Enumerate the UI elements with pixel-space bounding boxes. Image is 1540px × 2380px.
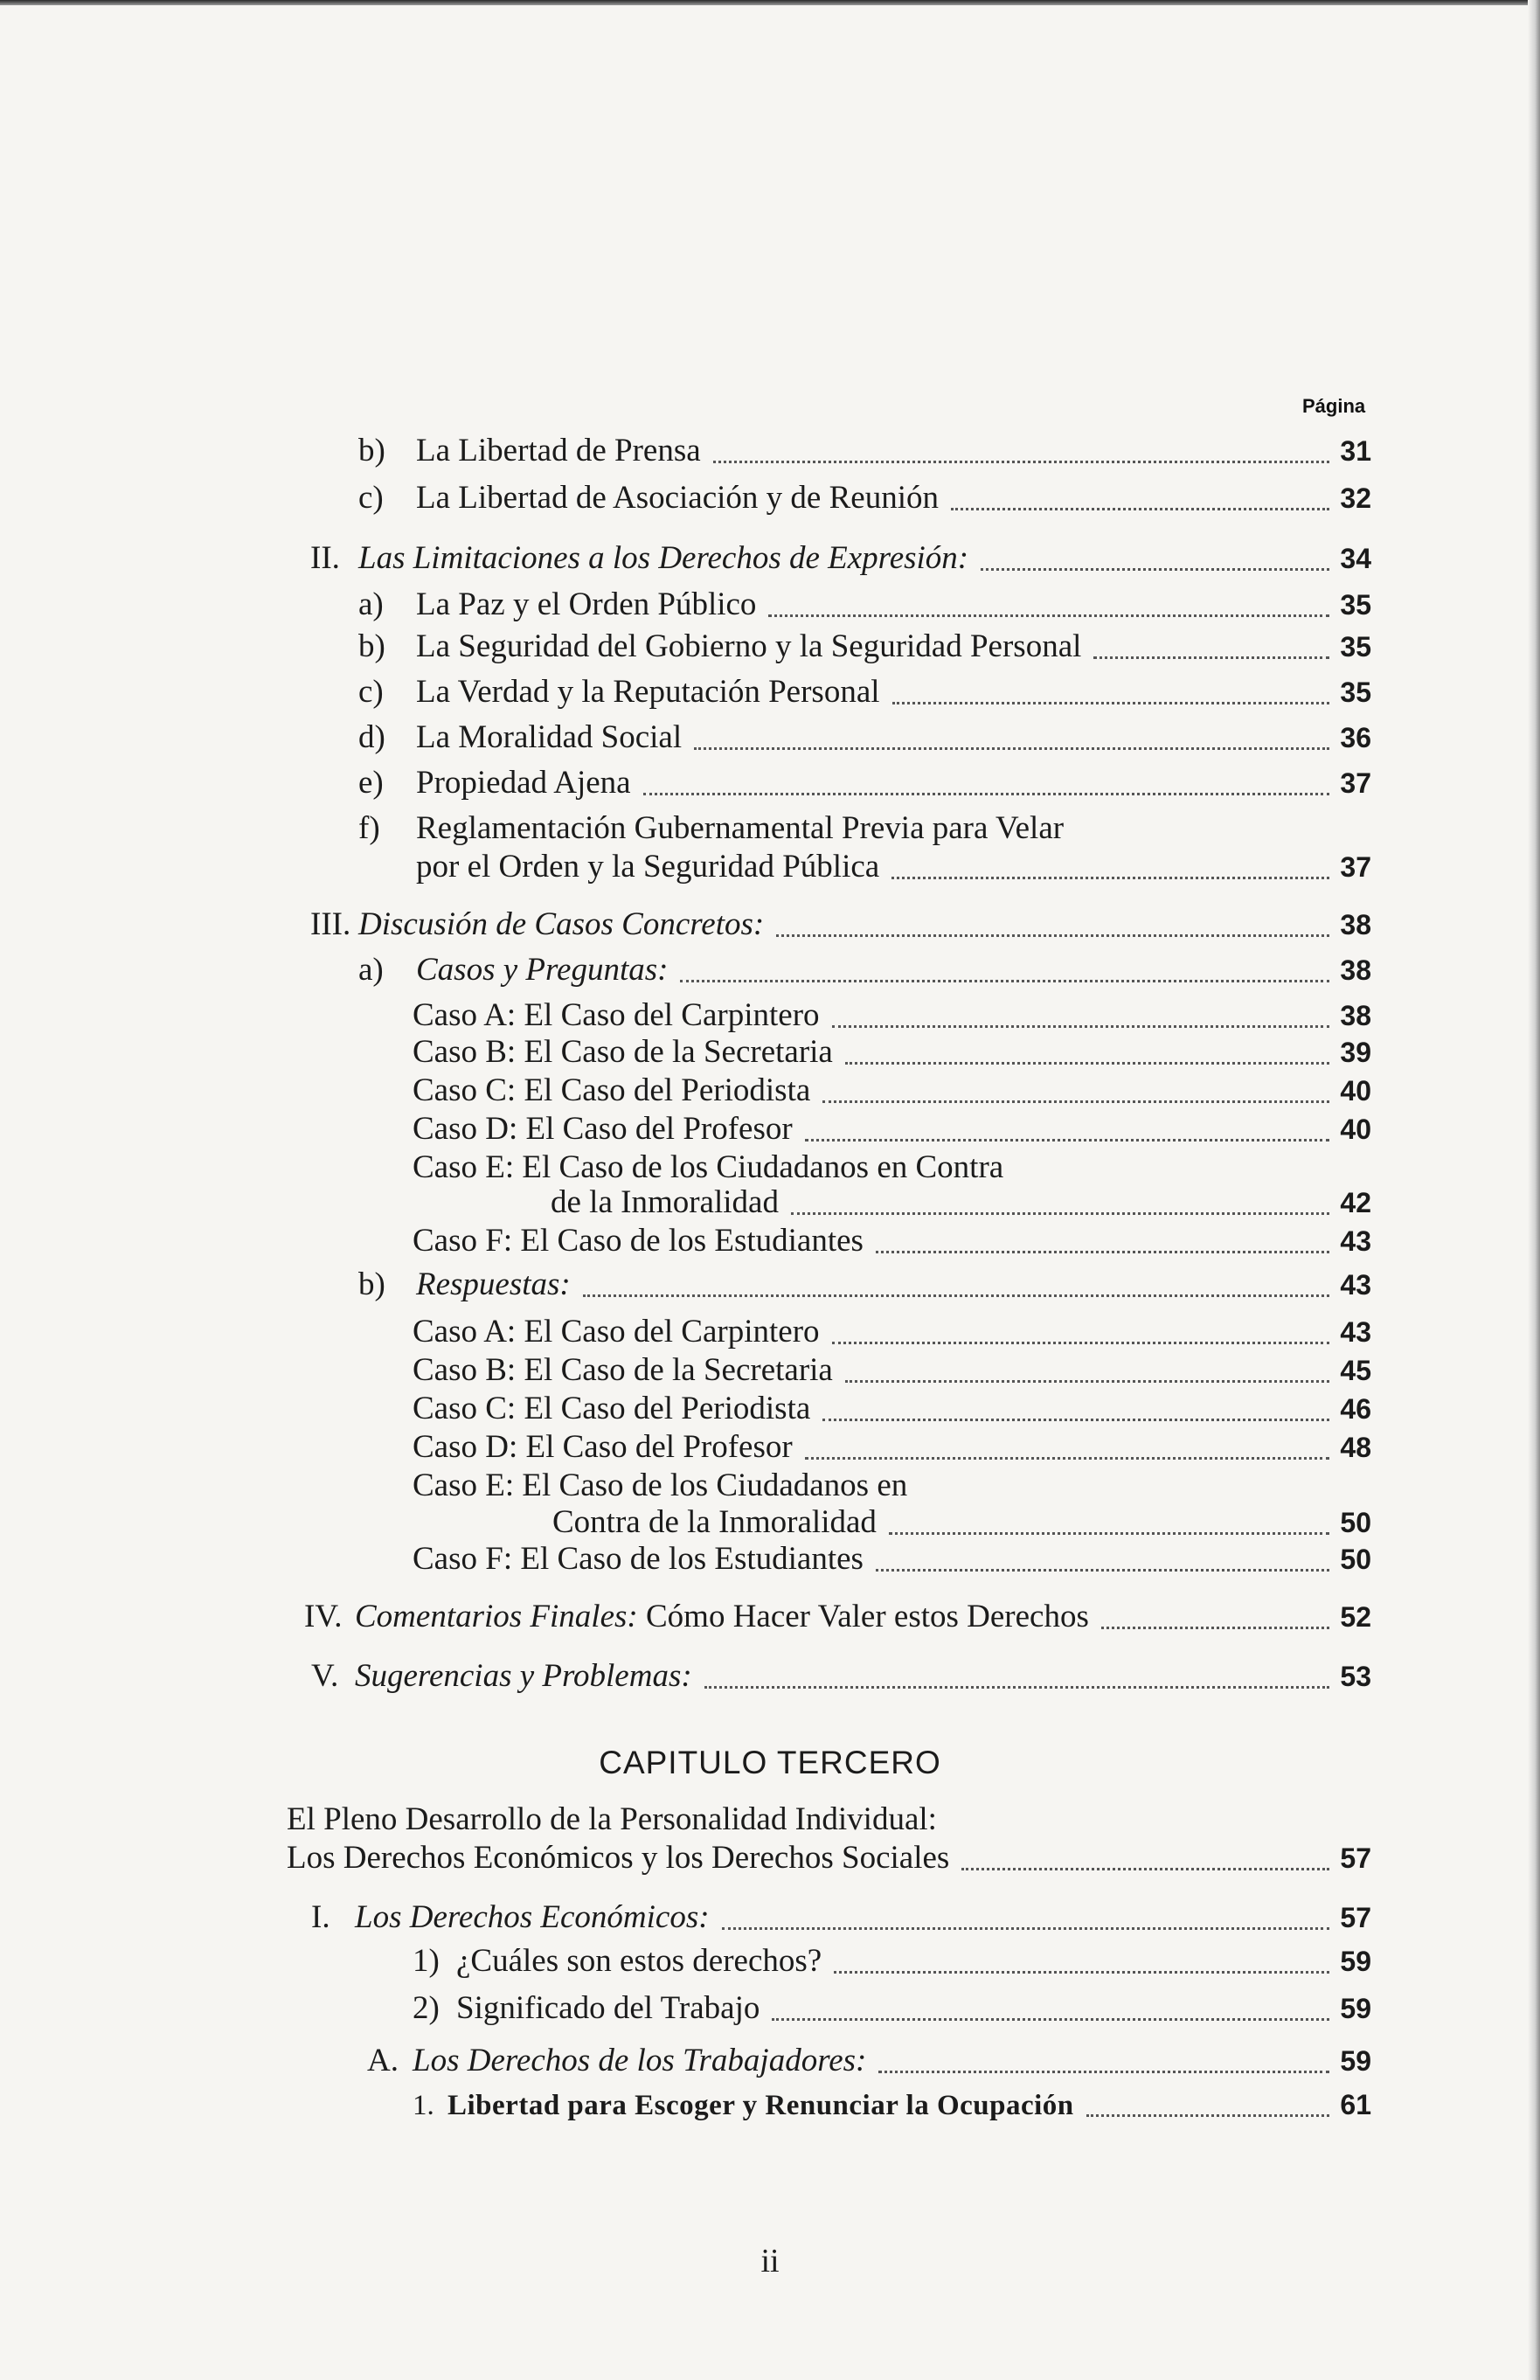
dot-leader bbox=[1086, 2114, 1329, 2117]
entry-page: 32 bbox=[1340, 482, 1371, 514]
entry-page: 38 bbox=[1340, 954, 1371, 986]
entry-number: 1) bbox=[413, 1943, 440, 1979]
entry-title: Caso F: El Caso de los Estudiantes bbox=[413, 1541, 864, 1577]
entry-page: 31 bbox=[1340, 435, 1371, 467]
entry-page: 38 bbox=[1340, 1000, 1371, 1031]
dot-leader bbox=[722, 1927, 1329, 1930]
entry-page: 37 bbox=[1340, 767, 1371, 799]
chapter-title-line2 bbox=[287, 1839, 1371, 1877]
entry-page: 37 bbox=[1340, 851, 1371, 883]
toc-case-entry bbox=[413, 1072, 1371, 1110]
entry-title: Caso D: El Caso del Profesor bbox=[413, 1429, 793, 1465]
entry-number: f) bbox=[358, 810, 380, 846]
dot-leader bbox=[845, 1380, 1329, 1383]
dot-leader bbox=[1093, 656, 1329, 659]
dot-leader bbox=[680, 980, 1329, 982]
dot-leader bbox=[772, 2018, 1329, 2021]
dot-leader bbox=[805, 1457, 1329, 1460]
toc-case-entry bbox=[413, 1351, 1371, 1390]
entry-page: 50 bbox=[1340, 1507, 1371, 1538]
entry-title: La Seguridad del Gobierno y la Seguridad Personal bbox=[416, 628, 1082, 664]
entry-page: 36 bbox=[1340, 722, 1371, 753]
entry-page: 50 bbox=[1340, 1544, 1371, 1575]
dot-leader bbox=[805, 1139, 1329, 1141]
entry-title: Caso C: El Caso del Periodista bbox=[413, 1391, 811, 1426]
section-number: II. bbox=[310, 540, 340, 576]
toc-section-entry bbox=[311, 1657, 1371, 1696]
dot-leader bbox=[776, 934, 1329, 937]
entry-title: Libertad para Escoger y Renunciar la Ocupación bbox=[447, 2090, 1074, 2121]
section-title: Discusión de Casos Concretos: bbox=[358, 906, 765, 942]
entry-number: c) bbox=[358, 674, 384, 710]
toc-entry-line1 bbox=[358, 809, 1064, 848]
dot-leader bbox=[768, 614, 1329, 617]
entry-number: a) bbox=[358, 952, 384, 988]
entry-title: Caso F: El Caso de los Estudiantes bbox=[413, 1223, 864, 1259]
chapter-heading: CAPITULO TERCERO bbox=[599, 1745, 941, 1780]
toc-entry bbox=[358, 673, 1371, 711]
dot-leader bbox=[704, 1686, 1329, 1689]
dot-leader bbox=[791, 1212, 1329, 1215]
toc-case-entry-line2 bbox=[551, 1183, 1371, 1222]
entry-title: Caso B: El Caso de la Secretaria bbox=[413, 1352, 833, 1388]
entry-page: 53 bbox=[1340, 1661, 1371, 1692]
entry-page: 45 bbox=[1340, 1355, 1371, 1386]
section-number: IV. bbox=[304, 1599, 343, 1634]
chapter-title-continued: Los Derechos Económicos y los Derechos Sociales bbox=[287, 1840, 950, 1876]
toc-case-entry bbox=[413, 996, 1371, 1035]
section-title: Las Limitaciones a los Derechos de Expresión: bbox=[358, 540, 969, 576]
entry-title: Propiedad Ajena bbox=[416, 765, 631, 801]
entry-number: d) bbox=[358, 719, 385, 755]
entry-title-continued: de la Inmoralidad bbox=[551, 1184, 779, 1220]
entry-page: 35 bbox=[1340, 631, 1371, 663]
entry-page: 34 bbox=[1340, 543, 1371, 574]
entry-title: La Moralidad Social bbox=[416, 719, 683, 755]
toc-entry bbox=[358, 628, 1371, 666]
toc-entry bbox=[413, 2085, 1371, 2124]
entry-page: 40 bbox=[1340, 1114, 1371, 1145]
entry-page: 57 bbox=[1340, 1842, 1371, 1874]
entry-title-continued: Contra de la Inmoralidad bbox=[552, 1504, 877, 1540]
toc-section-entry bbox=[310, 539, 1371, 578]
entry-number: a) bbox=[358, 586, 384, 622]
section-number: I. bbox=[311, 1899, 330, 1935]
entry-page: 43 bbox=[1340, 1316, 1371, 1348]
entry-title: ¿Cuáles son estos derechos? bbox=[456, 1943, 822, 1979]
entry-title: La Verdad y la Reputación Personal bbox=[416, 674, 880, 710]
entry-page: 35 bbox=[1340, 589, 1371, 621]
section-title: Los Derechos Económicos: bbox=[355, 1899, 710, 1935]
entry-title: Caso E: El Caso de los Ciudadanos en Contra bbox=[413, 1149, 1004, 1185]
entry-title: Reglamentación Gubernamental Previa para Velar bbox=[416, 810, 1065, 846]
entry-page: 59 bbox=[1340, 1993, 1371, 2024]
dot-leader bbox=[643, 793, 1329, 795]
dot-leader bbox=[1101, 1627, 1329, 1629]
dot-leader bbox=[878, 2071, 1329, 2073]
toc-section-entry bbox=[304, 1598, 1371, 1636]
entry-number: 1. bbox=[413, 2090, 434, 2121]
dot-leader bbox=[845, 1062, 1329, 1065]
entry-title: Caso B: El Caso de la Secretaria bbox=[413, 1034, 833, 1070]
entry-title: Caso E: El Caso de los Ciudadanos en bbox=[413, 1468, 908, 1503]
entry-title: Respuestas: bbox=[416, 1266, 571, 1302]
section-number: A. bbox=[367, 2043, 399, 2078]
section-number: III. bbox=[310, 906, 351, 942]
page-number: ii bbox=[760, 2243, 780, 2279]
toc-case-entry bbox=[413, 1428, 1371, 1467]
entry-page: 39 bbox=[1340, 1037, 1371, 1068]
entry-title: Caso A: El Caso del Carpintero bbox=[413, 997, 820, 1033]
dot-leader bbox=[822, 1100, 1329, 1103]
toc-case-entry bbox=[413, 1222, 1371, 1260]
dot-leader bbox=[822, 1419, 1329, 1421]
entry-title-continued: por el Orden y la Seguridad Pública bbox=[416, 849, 880, 885]
dot-leader bbox=[694, 747, 1329, 750]
section-title: Los Derechos de los Trabajadores: bbox=[413, 2043, 867, 2078]
entry-page: 59 bbox=[1340, 1946, 1371, 1977]
dot-leader bbox=[876, 1251, 1329, 1253]
toc-section-entry bbox=[311, 1898, 1371, 1937]
toc-section-entry bbox=[310, 906, 1371, 944]
toc-case-entry bbox=[413, 1033, 1371, 1072]
toc-section-entry bbox=[367, 2042, 1371, 2080]
dot-leader bbox=[832, 1342, 1329, 1344]
section-number: V. bbox=[311, 1658, 339, 1694]
toc-case-entry bbox=[413, 1540, 1371, 1579]
entry-page: 46 bbox=[1340, 1393, 1371, 1425]
dot-leader bbox=[832, 1025, 1329, 1028]
toc-entry bbox=[358, 1266, 1371, 1304]
toc-entry bbox=[358, 479, 1371, 517]
toc-entry bbox=[413, 1942, 1371, 1981]
toc-case-entry bbox=[413, 1110, 1371, 1148]
entry-page: 61 bbox=[1340, 2089, 1371, 2120]
entry-title: Significado del Trabajo bbox=[456, 1990, 760, 2026]
toc-case-entry-line1 bbox=[413, 1467, 907, 1505]
entry-title: Caso A: El Caso del Carpintero bbox=[413, 1314, 820, 1350]
dot-leader bbox=[961, 1868, 1329, 1870]
entry-title: Caso D: El Caso del Profesor bbox=[413, 1111, 793, 1147]
entry-number: c) bbox=[358, 480, 384, 516]
toc-entry bbox=[358, 432, 1371, 470]
entry-title: Caso C: El Caso del Periodista bbox=[413, 1072, 811, 1108]
entry-number: b) bbox=[358, 433, 385, 468]
entry-title: Casos y Preguntas: bbox=[416, 952, 669, 988]
dot-leader bbox=[891, 877, 1329, 879]
dot-leader bbox=[876, 1569, 1329, 1572]
dot-leader bbox=[981, 568, 1329, 571]
entry-number: b) bbox=[358, 628, 385, 664]
entry-number: b) bbox=[358, 1266, 385, 1302]
entry-title: La Paz y el Orden Público bbox=[416, 586, 757, 622]
entry-page: 43 bbox=[1340, 1269, 1371, 1301]
toc-entry bbox=[358, 951, 1371, 989]
dot-leader bbox=[889, 1532, 1329, 1535]
scan-top-edge bbox=[0, 0, 1540, 5]
entry-page: 38 bbox=[1340, 909, 1371, 940]
entry-page: 40 bbox=[1340, 1075, 1371, 1107]
dot-leader bbox=[834, 1971, 1329, 1974]
entry-page: 42 bbox=[1340, 1187, 1371, 1218]
section-title: Comentarios Finales: bbox=[355, 1599, 638, 1634]
entry-page: 48 bbox=[1340, 1432, 1371, 1463]
scan-right-edge bbox=[1528, 0, 1540, 2380]
entry-number: 2) bbox=[413, 1990, 440, 2026]
section-title: Sugerencias y Problemas: bbox=[355, 1658, 692, 1694]
entry-page: 59 bbox=[1340, 2045, 1371, 2077]
toc-entry bbox=[413, 1989, 1371, 2028]
toc-case-entry bbox=[413, 1313, 1371, 1351]
page-column-label: Página bbox=[1302, 395, 1366, 417]
entry-page: 52 bbox=[1340, 1601, 1371, 1633]
toc-entry bbox=[358, 586, 1371, 624]
dot-leader bbox=[951, 508, 1329, 510]
toc-entry bbox=[358, 718, 1371, 757]
toc-entry-line2 bbox=[416, 848, 1371, 886]
entry-title: La Libertad de Prensa bbox=[416, 433, 701, 468]
entry-page: 57 bbox=[1340, 1902, 1371, 1933]
chapter-title-line1: El Pleno Desarrollo de la Personalidad Individual: bbox=[287, 1801, 937, 1837]
toc-case-entry-line1 bbox=[413, 1148, 1003, 1187]
dot-leader bbox=[713, 461, 1329, 463]
entry-title: La Libertad de Asociación y de Reunión bbox=[416, 480, 939, 516]
entry-number: e) bbox=[358, 765, 384, 801]
entry-page: 43 bbox=[1340, 1225, 1371, 1257]
dot-leader bbox=[583, 1294, 1329, 1297]
entry-page: 35 bbox=[1340, 677, 1371, 708]
toc-case-entry bbox=[413, 1390, 1371, 1428]
section-title-rest: Cómo Hacer Valer estos Derechos bbox=[645, 1599, 1089, 1634]
toc-case-entry-line2 bbox=[552, 1503, 1371, 1542]
toc-entry bbox=[358, 764, 1371, 802]
dot-leader bbox=[892, 702, 1329, 704]
